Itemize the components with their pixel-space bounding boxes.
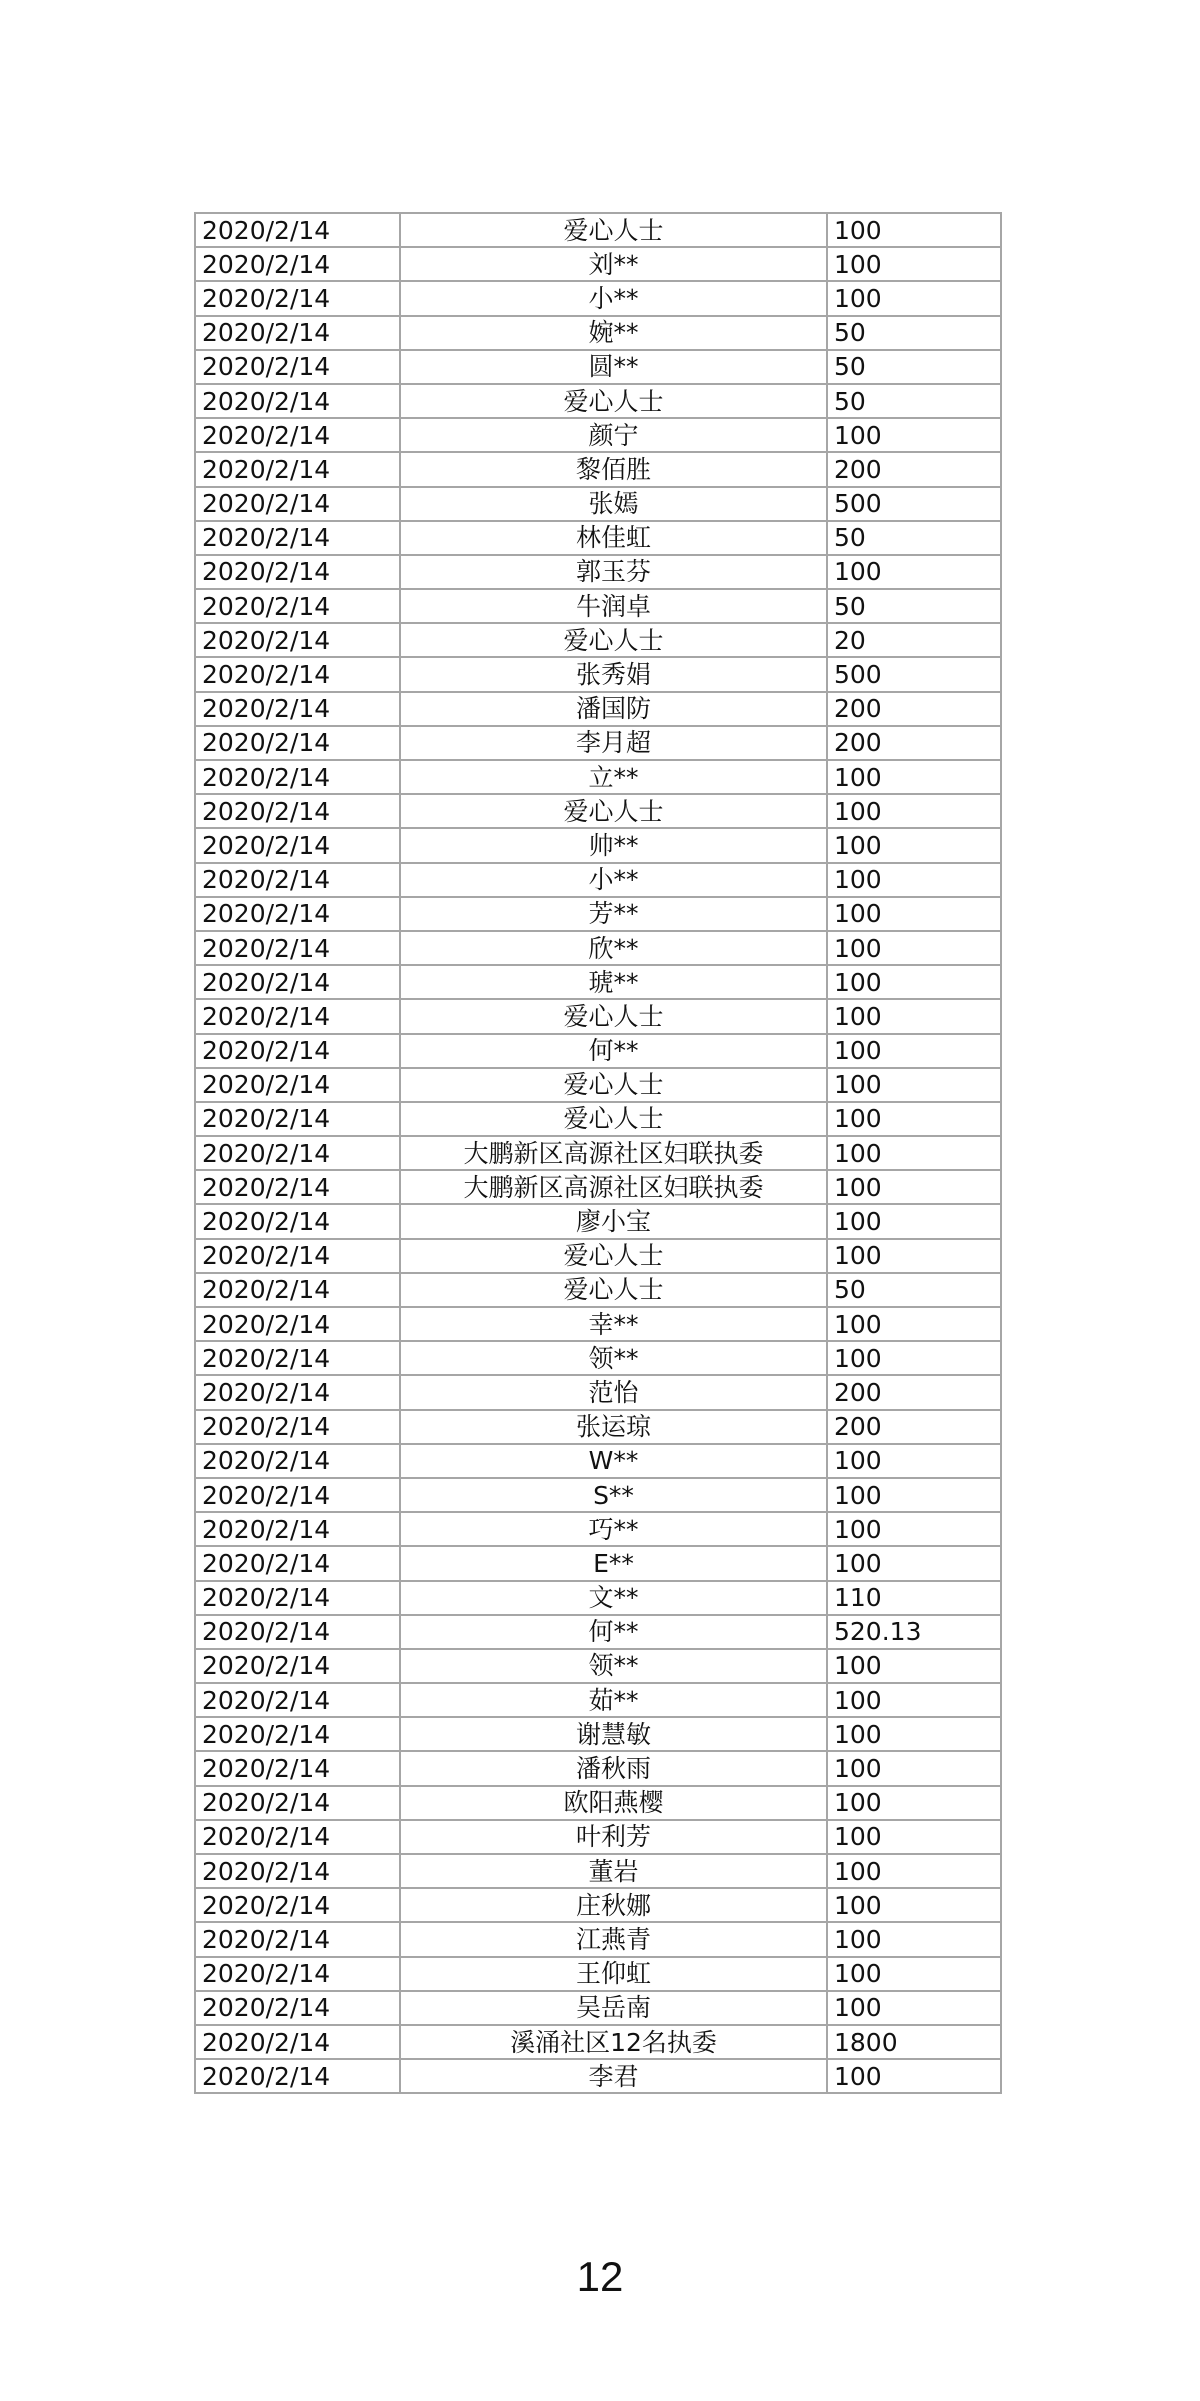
- table-row: [195, 1546, 1001, 1580]
- amount-cell: 110: [827, 1581, 1001, 1615]
- table-row: [195, 1820, 1001, 1854]
- date-cell: 2020/2/14: [195, 1068, 400, 1102]
- amount-cell: 100: [827, 965, 1001, 999]
- table-row: [195, 1170, 1001, 1204]
- amount-cell: 100: [827, 897, 1001, 931]
- amount-cell: 100: [827, 1136, 1001, 1170]
- date-cell: 2020/2/14: [195, 760, 400, 794]
- table-row: [195, 1512, 1001, 1546]
- donor-name-cell: 文**: [400, 1581, 827, 1615]
- table-row: [195, 623, 1001, 657]
- amount-cell: 100: [827, 1034, 1001, 1068]
- page-number: 12: [576, 2253, 624, 2300]
- date-cell: 2020/2/14: [195, 1204, 400, 1238]
- donor-name-cell: 爱心人士: [400, 1068, 827, 1102]
- amount-cell: 100: [827, 1444, 1001, 1478]
- table-row: [195, 247, 1001, 281]
- table-row: [195, 2025, 1001, 2059]
- donor-name-cell: 谢慧敏: [400, 1717, 827, 1751]
- donor-name-cell: 林佳虹: [400, 521, 827, 555]
- date-cell: 2020/2/14: [195, 1581, 400, 1615]
- donor-name-cell: 爱心人士: [400, 1239, 827, 1273]
- date-cell: 2020/2/14: [195, 1307, 400, 1341]
- table-row: [195, 1649, 1001, 1683]
- date-cell: 2020/2/14: [195, 863, 400, 897]
- table-row: [195, 1444, 1001, 1478]
- date-cell: 2020/2/14: [195, 555, 400, 589]
- table-row: [195, 2059, 1001, 2093]
- donor-name-cell: 张秀娟: [400, 657, 827, 691]
- date-cell: 2020/2/14: [195, 999, 400, 1033]
- amount-cell: 100: [827, 418, 1001, 452]
- amount-cell: 100: [827, 1478, 1001, 1512]
- table-row: [195, 692, 1001, 726]
- date-cell: 2020/2/14: [195, 657, 400, 691]
- donor-name-cell: 江燕青: [400, 1922, 827, 1956]
- date-cell: 2020/2/14: [195, 1888, 400, 1922]
- date-cell: 2020/2/14: [195, 1957, 400, 1991]
- donor-name-cell: 叶利芳: [400, 1820, 827, 1854]
- date-cell: 2020/2/14: [195, 897, 400, 931]
- date-cell: 2020/2/14: [195, 384, 400, 418]
- donor-name-cell: 领**: [400, 1649, 827, 1683]
- date-cell: 2020/2/14: [195, 1102, 400, 1136]
- donor-name-cell: 牛润卓: [400, 589, 827, 623]
- donor-name-cell: 爱心人士: [400, 999, 827, 1033]
- date-cell: 2020/2/14: [195, 213, 400, 247]
- date-cell: 2020/2/14: [195, 692, 400, 726]
- amount-cell: 100: [827, 2059, 1001, 2093]
- date-cell: 2020/2/14: [195, 1546, 400, 1580]
- table-row: [195, 350, 1001, 384]
- amount-cell: 200: [827, 452, 1001, 486]
- date-cell: 2020/2/14: [195, 1375, 400, 1409]
- table-row: [195, 1991, 1001, 2025]
- donor-name-cell: 圆**: [400, 350, 827, 384]
- table-row: [195, 487, 1001, 521]
- donor-name-cell: 幸**: [400, 1307, 827, 1341]
- table-row: [195, 760, 1001, 794]
- amount-cell: 50: [827, 384, 1001, 418]
- date-cell: 2020/2/14: [195, 1854, 400, 1888]
- donor-name-cell: S**: [400, 1478, 827, 1512]
- amount-cell: 100: [827, 1341, 1001, 1375]
- date-cell: 2020/2/14: [195, 316, 400, 350]
- date-cell: 2020/2/14: [195, 794, 400, 828]
- table-row: [195, 863, 1001, 897]
- date-cell: 2020/2/14: [195, 487, 400, 521]
- amount-cell: 200: [827, 1410, 1001, 1444]
- donor-name-cell: 爱心人士: [400, 1102, 827, 1136]
- donor-name-cell: 立**: [400, 760, 827, 794]
- donor-name-cell: 爱心人士: [400, 1273, 827, 1307]
- amount-cell: 100: [827, 1991, 1001, 2025]
- table-row: [195, 1034, 1001, 1068]
- table-row: [195, 657, 1001, 691]
- date-cell: 2020/2/14: [195, 1273, 400, 1307]
- donor-name-cell: 琥**: [400, 965, 827, 999]
- amount-cell: 50: [827, 521, 1001, 555]
- donor-name-cell: 郭玉芬: [400, 555, 827, 589]
- table-row: [195, 1068, 1001, 1102]
- amount-cell: 100: [827, 1751, 1001, 1785]
- donor-name-cell: 领**: [400, 1341, 827, 1375]
- donor-name-cell: 爱心人士: [400, 794, 827, 828]
- amount-cell: 100: [827, 863, 1001, 897]
- date-cell: 2020/2/14: [195, 1170, 400, 1204]
- date-cell: 2020/2/14: [195, 1410, 400, 1444]
- amount-cell: 100: [827, 760, 1001, 794]
- donor-name-cell: 爱心人士: [400, 384, 827, 418]
- amount-cell: 100: [827, 1102, 1001, 1136]
- table-row: [195, 1615, 1001, 1649]
- donor-name-cell: 黎佰胜: [400, 452, 827, 486]
- donor-name-cell: 张运琼: [400, 1410, 827, 1444]
- amount-cell: 100: [827, 1204, 1001, 1238]
- amount-cell: 100: [827, 1546, 1001, 1580]
- amount-cell: 520.13: [827, 1615, 1001, 1649]
- donation-table: [194, 212, 1002, 2094]
- table-row: [195, 1273, 1001, 1307]
- donor-name-cell: 欣**: [400, 931, 827, 965]
- date-cell: 2020/2/14: [195, 452, 400, 486]
- donor-name-cell: 庄秋娜: [400, 1888, 827, 1922]
- donor-name-cell: 欧阳燕樱: [400, 1786, 827, 1820]
- date-cell: 2020/2/14: [195, 2059, 400, 2093]
- donor-name-cell: 小**: [400, 281, 827, 315]
- donor-name-cell: 李君: [400, 2059, 827, 2093]
- donor-name-cell: 爱心人士: [400, 213, 827, 247]
- amount-cell: 100: [827, 555, 1001, 589]
- table-row: [195, 1683, 1001, 1717]
- date-cell: 2020/2/14: [195, 1820, 400, 1854]
- date-cell: 2020/2/14: [195, 1786, 400, 1820]
- table-row: [195, 1136, 1001, 1170]
- amount-cell: 100: [827, 1717, 1001, 1751]
- date-cell: 2020/2/14: [195, 1615, 400, 1649]
- donor-name-cell: 婉**: [400, 316, 827, 350]
- date-cell: 2020/2/14: [195, 623, 400, 657]
- date-cell: 2020/2/14: [195, 1341, 400, 1375]
- donor-name-cell: 李月超: [400, 726, 827, 760]
- amount-cell: 200: [827, 726, 1001, 760]
- date-cell: 2020/2/14: [195, 1444, 400, 1478]
- donor-name-cell: 董岩: [400, 1854, 827, 1888]
- amount-cell: 500: [827, 657, 1001, 691]
- amount-cell: 100: [827, 1068, 1001, 1102]
- table-row: [195, 794, 1001, 828]
- amount-cell: 100: [827, 828, 1001, 862]
- date-cell: 2020/2/14: [195, 1239, 400, 1273]
- amount-cell: 100: [827, 794, 1001, 828]
- table-row: [195, 521, 1001, 555]
- date-cell: 2020/2/14: [195, 1034, 400, 1068]
- date-cell: 2020/2/14: [195, 1512, 400, 1546]
- table-row: [195, 281, 1001, 315]
- date-cell: 2020/2/14: [195, 281, 400, 315]
- table-row: [195, 452, 1001, 486]
- table-row: [195, 828, 1001, 862]
- amount-cell: 50: [827, 589, 1001, 623]
- amount-cell: 100: [827, 1820, 1001, 1854]
- date-cell: 2020/2/14: [195, 521, 400, 555]
- date-cell: 2020/2/14: [195, 1922, 400, 1956]
- donor-name-cell: 小**: [400, 863, 827, 897]
- donation-table-body: [195, 213, 1001, 2093]
- table-row: [195, 931, 1001, 965]
- amount-cell: 100: [827, 1922, 1001, 1956]
- donor-name-cell: 溪涌社区12名执委: [400, 2025, 827, 2059]
- amount-cell: 100: [827, 999, 1001, 1033]
- donation-table-container: [194, 212, 1000, 2094]
- table-row: [195, 1204, 1001, 1238]
- donor-name-cell: 张嫣: [400, 487, 827, 521]
- table-row: [195, 999, 1001, 1033]
- table-row: [195, 555, 1001, 589]
- donor-name-cell: W**: [400, 1444, 827, 1478]
- donor-name-cell: 刘**: [400, 247, 827, 281]
- date-cell: 2020/2/14: [195, 828, 400, 862]
- amount-cell: 200: [827, 1375, 1001, 1409]
- amount-cell: 50: [827, 350, 1001, 384]
- donor-name-cell: 茹**: [400, 1683, 827, 1717]
- date-cell: 2020/2/14: [195, 1717, 400, 1751]
- table-row: [195, 1922, 1001, 1956]
- date-cell: 2020/2/14: [195, 931, 400, 965]
- donor-name-cell: 大鹏新区高源社区妇联执委: [400, 1136, 827, 1170]
- table-row: [195, 213, 1001, 247]
- table-row: [195, 897, 1001, 931]
- table-row: [195, 1239, 1001, 1273]
- table-row: [195, 384, 1001, 418]
- amount-cell: 1800: [827, 2025, 1001, 2059]
- table-row: [195, 1888, 1001, 1922]
- date-cell: 2020/2/14: [195, 726, 400, 760]
- amount-cell: 100: [827, 247, 1001, 281]
- donor-name-cell: E**: [400, 1546, 827, 1580]
- amount-cell: 100: [827, 1512, 1001, 1546]
- donor-name-cell: 吴岳南: [400, 1991, 827, 2025]
- donor-name-cell: 芳**: [400, 897, 827, 931]
- date-cell: 2020/2/14: [195, 247, 400, 281]
- date-cell: 2020/2/14: [195, 1751, 400, 1785]
- table-row: [195, 589, 1001, 623]
- date-cell: 2020/2/14: [195, 1991, 400, 2025]
- donor-name-cell: 潘国防: [400, 692, 827, 726]
- donor-name-cell: 潘秋雨: [400, 1751, 827, 1785]
- amount-cell: 100: [827, 1170, 1001, 1204]
- table-row: [195, 726, 1001, 760]
- amount-cell: 200: [827, 692, 1001, 726]
- donor-name-cell: 巧**: [400, 1512, 827, 1546]
- date-cell: 2020/2/14: [195, 2025, 400, 2059]
- table-row: [195, 1717, 1001, 1751]
- date-cell: 2020/2/14: [195, 589, 400, 623]
- amount-cell: 100: [827, 1786, 1001, 1820]
- amount-cell: 100: [827, 1239, 1001, 1273]
- amount-cell: 100: [827, 931, 1001, 965]
- amount-cell: 100: [827, 213, 1001, 247]
- donor-name-cell: 范怡: [400, 1375, 827, 1409]
- donor-name-cell: 王仰虹: [400, 1957, 827, 1991]
- table-row: [195, 1478, 1001, 1512]
- date-cell: 2020/2/14: [195, 1136, 400, 1170]
- amount-cell: 500: [827, 487, 1001, 521]
- amount-cell: 100: [827, 281, 1001, 315]
- amount-cell: 50: [827, 1273, 1001, 1307]
- table-row: [195, 1786, 1001, 1820]
- table-row: [195, 1581, 1001, 1615]
- amount-cell: 20: [827, 623, 1001, 657]
- amount-cell: 50: [827, 316, 1001, 350]
- donor-name-cell: 何**: [400, 1615, 827, 1649]
- amount-cell: 100: [827, 1957, 1001, 1991]
- date-cell: 2020/2/14: [195, 1478, 400, 1512]
- table-row: [195, 1341, 1001, 1375]
- table-row: [195, 1957, 1001, 1991]
- date-cell: 2020/2/14: [195, 418, 400, 452]
- table-row: [195, 1307, 1001, 1341]
- amount-cell: 100: [827, 1854, 1001, 1888]
- table-row: [195, 1410, 1001, 1444]
- donor-name-cell: 爱心人士: [400, 623, 827, 657]
- donor-name-cell: 颜宁: [400, 418, 827, 452]
- donor-name-cell: 帅**: [400, 828, 827, 862]
- amount-cell: 100: [827, 1307, 1001, 1341]
- amount-cell: 100: [827, 1683, 1001, 1717]
- table-row: [195, 1751, 1001, 1785]
- table-row: [195, 418, 1001, 452]
- table-row: [195, 1102, 1001, 1136]
- date-cell: 2020/2/14: [195, 1649, 400, 1683]
- amount-cell: 100: [827, 1649, 1001, 1683]
- date-cell: 2020/2/14: [195, 965, 400, 999]
- table-row: [195, 1854, 1001, 1888]
- donor-name-cell: 大鹏新区高源社区妇联执委: [400, 1170, 827, 1204]
- donor-name-cell: 廖小宝: [400, 1204, 827, 1238]
- donor-name-cell: 何**: [400, 1034, 827, 1068]
- date-cell: 2020/2/14: [195, 1683, 400, 1717]
- table-row: [195, 965, 1001, 999]
- date-cell: 2020/2/14: [195, 350, 400, 384]
- table-row: [195, 1375, 1001, 1409]
- table-row: [195, 316, 1001, 350]
- amount-cell: 100: [827, 1888, 1001, 1922]
